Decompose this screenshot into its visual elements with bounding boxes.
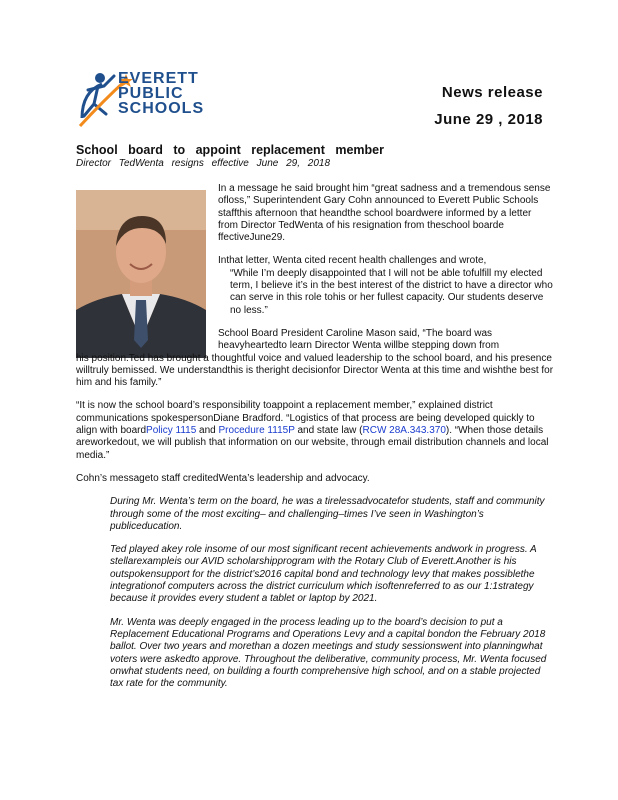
paragraph-4-and: and: [196, 425, 219, 437]
quote-1: During Mr. Wenta’s term on the board, he was a tirelessadvocatefor students, staff and community through some of the most exciting– and challenging–times I’ve seen in Washington’s publiceducation.: [110, 496, 545, 532]
subheadline: Director TedWenta resigns effective June 29, 2018: [76, 158, 331, 169]
headline: School board to appoint replacement member: [76, 143, 384, 157]
paragraph-2-quote: “While I’m deeply disappointed that I will not be able tofulfill my elected term, I believe it’s in the best interest of the district to have a director who can serve in this role tohis or her fullest capacity. Our students deserve no less.”: [230, 267, 553, 316]
quote-3: Mr. Wenta was deeply engaged in the process leading up to the board’s decision to put a Replacement Educational Programs and Operations Levy and a capital bondon the February 2018 ballot. Over two years and morethan a dozen meetings and study sessionswent into planningwhat voters were askedto approve. Throughout the deliberative, community process, Mr. Wenta focused onwhat students need, on building a fourth comprehensive high school, and on a stable projected tax rate for the community.: [110, 616, 547, 690]
paragraph-4-end: ). “When those details areworkedout, we will publish that information on our website, through email distribution channels and local media.”: [76, 425, 549, 461]
paragraph-3: [76, 328, 554, 389]
policy-1115-link[interactable]: Policy 1115: [146, 425, 197, 437]
quote-2: Ted played akey role insome of our most significant recent achievements andwork in progress. A stellarexampleis our AVID scholarshipprogram with the Rotary Club of Everett.Another is his outspokensupport for the district’s2016 capital bond and technology levy that makes possiblethe integrationof computers across the district curriculum which isoftenreferred to as our 1:1strategy because it provides every student a tablet or laptop by 2021.: [110, 544, 537, 605]
logo-line-1: EVERETT: [118, 70, 199, 87]
paragraph-1: In a message he said brought him “great sadness and a tremendous sense ofloss,” Superintendent Gary Cohn announced to Everett Public Schools staffthis afternoon that heandthe school boardwere informed by a letter from Director TedWenta of his resignation from theschool boarde ffectiveJune29.: [218, 183, 551, 244]
paragraph-5: Cohn’s messageto staff creditedWenta’s leadership and advocacy.: [76, 472, 370, 484]
paragraph-4: [76, 400, 554, 461]
article-body: [76, 183, 554, 701]
rcw-link[interactable]: RCW 28A.343.370: [362, 425, 446, 437]
news-release-label: News release: [441, 84, 543, 101]
paragraph-3-start: School Board President Caroline Mason said, “The board was heavyheartedto learn Director Wenta willbe stepping down from: [218, 327, 500, 352]
logo-line-2: PUBLIC: [118, 85, 184, 102]
paragraph-2: [218, 255, 554, 316]
paragraph-4-mid: and state law (: [294, 425, 363, 437]
paragraph-3-end: his position.Ted has brought a thoughtful voice and valued leadership to the school board, and his presence willtruly bemissed. We understandthis is theright decisionfor Director Wenta at this time and wishthe best for him and his family.”: [76, 352, 554, 389]
release-date: June 29 , 2018: [434, 111, 543, 128]
district-logo: [78, 70, 228, 134]
logo-line-3: SCHOOLS: [118, 100, 205, 117]
release-block: [434, 79, 543, 133]
procedure-1115p-link[interactable]: Procedure 1115P: [218, 425, 295, 437]
paragraph-2-intro: Inthat letter, Wenta cited recent health challenges and wrote,: [218, 255, 487, 267]
paragraph-4-text: “It is now the school board’s responsibility toappoint a replacement member,” explained district communications spokespersonDiane Bradford. “Logistics of that process are being developed quickly to align with board: [76, 400, 535, 437]
